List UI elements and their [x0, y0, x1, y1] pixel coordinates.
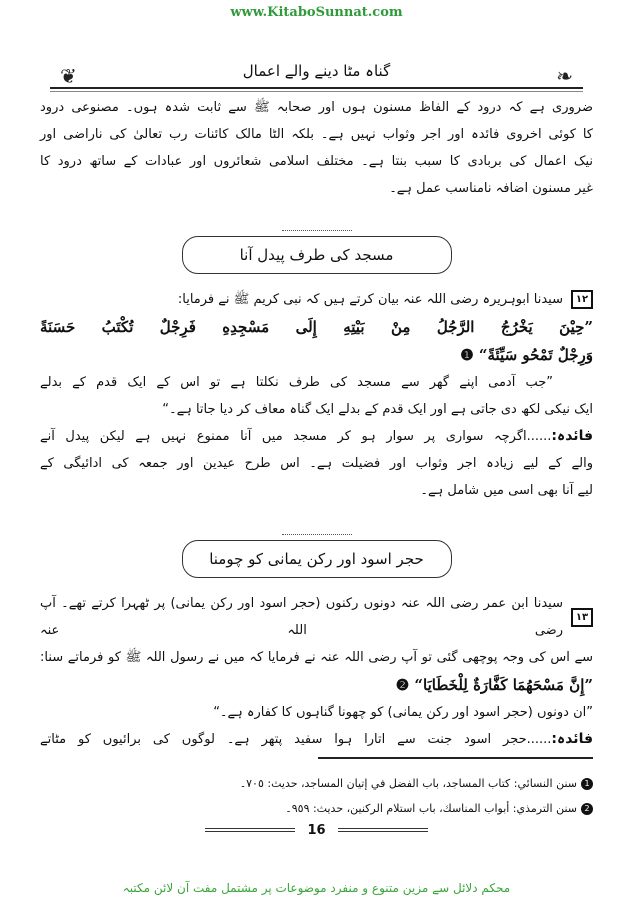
faida-text: ......حجر اسود جنت سے اتارا ہوا سفید پتھر ہے۔ لوگوں کی برائیوں کو مٹاتے: [40, 732, 552, 747]
intro-line: کا کوئی اخروی فائدہ اور اجر وثواب نہیں ہے۔ بلکہ الٹا مالک کائنات رب تعالیٰ کی ناراضی اور: [40, 127, 593, 142]
page-number: 16: [307, 822, 326, 838]
faida-line: [40, 423, 593, 450]
footnotes: [40, 771, 593, 821]
chapter-title: گناہ مٹا دینے والے اعمال: [242, 62, 391, 80]
footer-text: محکم دلائل سے مزین متنوع و منفرد موضوعات پر مشتمل مفت آن لائن مکتبہ: [122, 881, 511, 895]
intro-line: نیک اعمال کی بربادی کا سبب بنتا ہے۔ مختلف اسلامی شعائروں اور عبادات کے ساتھ درود کا: [40, 154, 593, 169]
narration: سیدنا ابن عمر رضی اللہ عنہ دونوں رکنوں (حجر اسود اور رکن یمانی) پر ٹھہرا کرتے تھے۔ آپ رضی اللہ عنہ: [40, 596, 563, 638]
faida-label: فائدہ:: [551, 428, 593, 444]
page-number-rule-right: [338, 828, 428, 832]
translation: ایک نیکی لکھ دی جاتی ہے اور ایک قدم کے بدلے ایک گناہ معاف کر دیا جاتا ہے۔“: [162, 402, 593, 417]
faida-line: [40, 726, 593, 753]
faida-label: فائدہ:: [551, 731, 593, 747]
narration: سیدنا ابوہریرہ رضی اللہ عنہ بیان کرتے ہیں کہ نبی کریم ﷺ نے فرمایا:: [177, 292, 563, 307]
footnote: [40, 796, 593, 821]
section-heading: حجر اسود اور رکن یمانی کو چومنا: [182, 540, 452, 578]
hadith-item: [40, 286, 593, 313]
footnote-text: سنن النسائي: كتاب المساجد، باب الفضل في إتيان المساجد، حديث: ٧٠٥۔: [239, 777, 577, 790]
hadith-number: ١٣: [571, 608, 593, 627]
chapter-header: [50, 24, 583, 92]
hadith-item: [40, 590, 593, 644]
site-url: www.KitaboSunnat.com: [230, 5, 403, 20]
section-heading: مسجد کی طرف پیدل آنا: [182, 236, 452, 274]
footnote-text: سنن الترمذي: أبواب المناسك، باب استلام الركنين، حديث: ٩٥٩۔: [285, 802, 577, 815]
faida-text: ......اگرچہ سواری پر سوار ہو کر مسجد میں آنا ممنوع نہیں ہے لیکن پیدل آنے: [40, 429, 552, 444]
page-number-rule-left: [205, 828, 295, 832]
header-rule: [50, 87, 583, 92]
section-heading-wrap: [182, 534, 452, 578]
translation: ”جب آدمی اپنے گھر سے مسجد کی طرف نکلتا ہے تو اس کے ایک قدم کے بدلے: [40, 375, 553, 390]
arabic-text: وَرِجْلٌ تَمْحُو سَيِّئَةً“ ❶: [460, 346, 593, 364]
faida-line: والے کے لیے زیادہ اجر وثواب اور فضیلت ہے۔ اس طرح عیدین اور جمعہ کی ادائیگی کے: [40, 456, 593, 471]
intro-line: ضروری ہے کہ درود کے الفاظ مسنون ہوں اور صحابہ ﷺ سے ثابت شدہ ہوں۔ مصنوعی درود: [40, 100, 593, 115]
header-ornament-right-icon: ❧: [556, 64, 573, 88]
footnote: [40, 771, 593, 796]
header-ornament-left-icon: ❦: [60, 64, 77, 88]
arabic-text: ”إِنَّ مَسْحَهُمَا كَفَّارَةٌ لِلْخَطَايَا“ ❷: [395, 676, 593, 694]
hadith-number: ١٢: [571, 290, 593, 309]
section-heading-wrap: [182, 230, 452, 274]
intro-paragraph: [40, 94, 593, 202]
footnote-marker: 1: [581, 778, 593, 790]
page-body: [40, 94, 593, 821]
arabic-text: ”حِيْنَ يَخْرُجُ الرَّجُلُ مِنْ بَيْتِهِ إِلَى مَسْجِدِهِ فَرِجْلٌ تُكْتَبُ حَسَنَةً: [40, 318, 593, 336]
translation: ”ان دونوں (حجر اسود اور رکن یمانی) کو چھونا گناہوں کا کفارہ ہے۔“: [213, 705, 593, 720]
page-number-row: [0, 821, 633, 839]
intro-line: غیر مسنون اضافہ نامناسب عمل ہے۔: [389, 181, 593, 196]
faida-line: لیے آنا بھی اسی میں شامل ہے۔: [420, 483, 593, 498]
footnote-rule: [318, 757, 593, 759]
narration: سے اس کی وجہ پوچھی گئی تو آپ رضی اللہ عنہ نے فرمایا کہ میں نے رسول اللہ ﷺ کو فرماتے سنا:: [40, 650, 593, 665]
footnote-marker: 2: [581, 803, 593, 815]
